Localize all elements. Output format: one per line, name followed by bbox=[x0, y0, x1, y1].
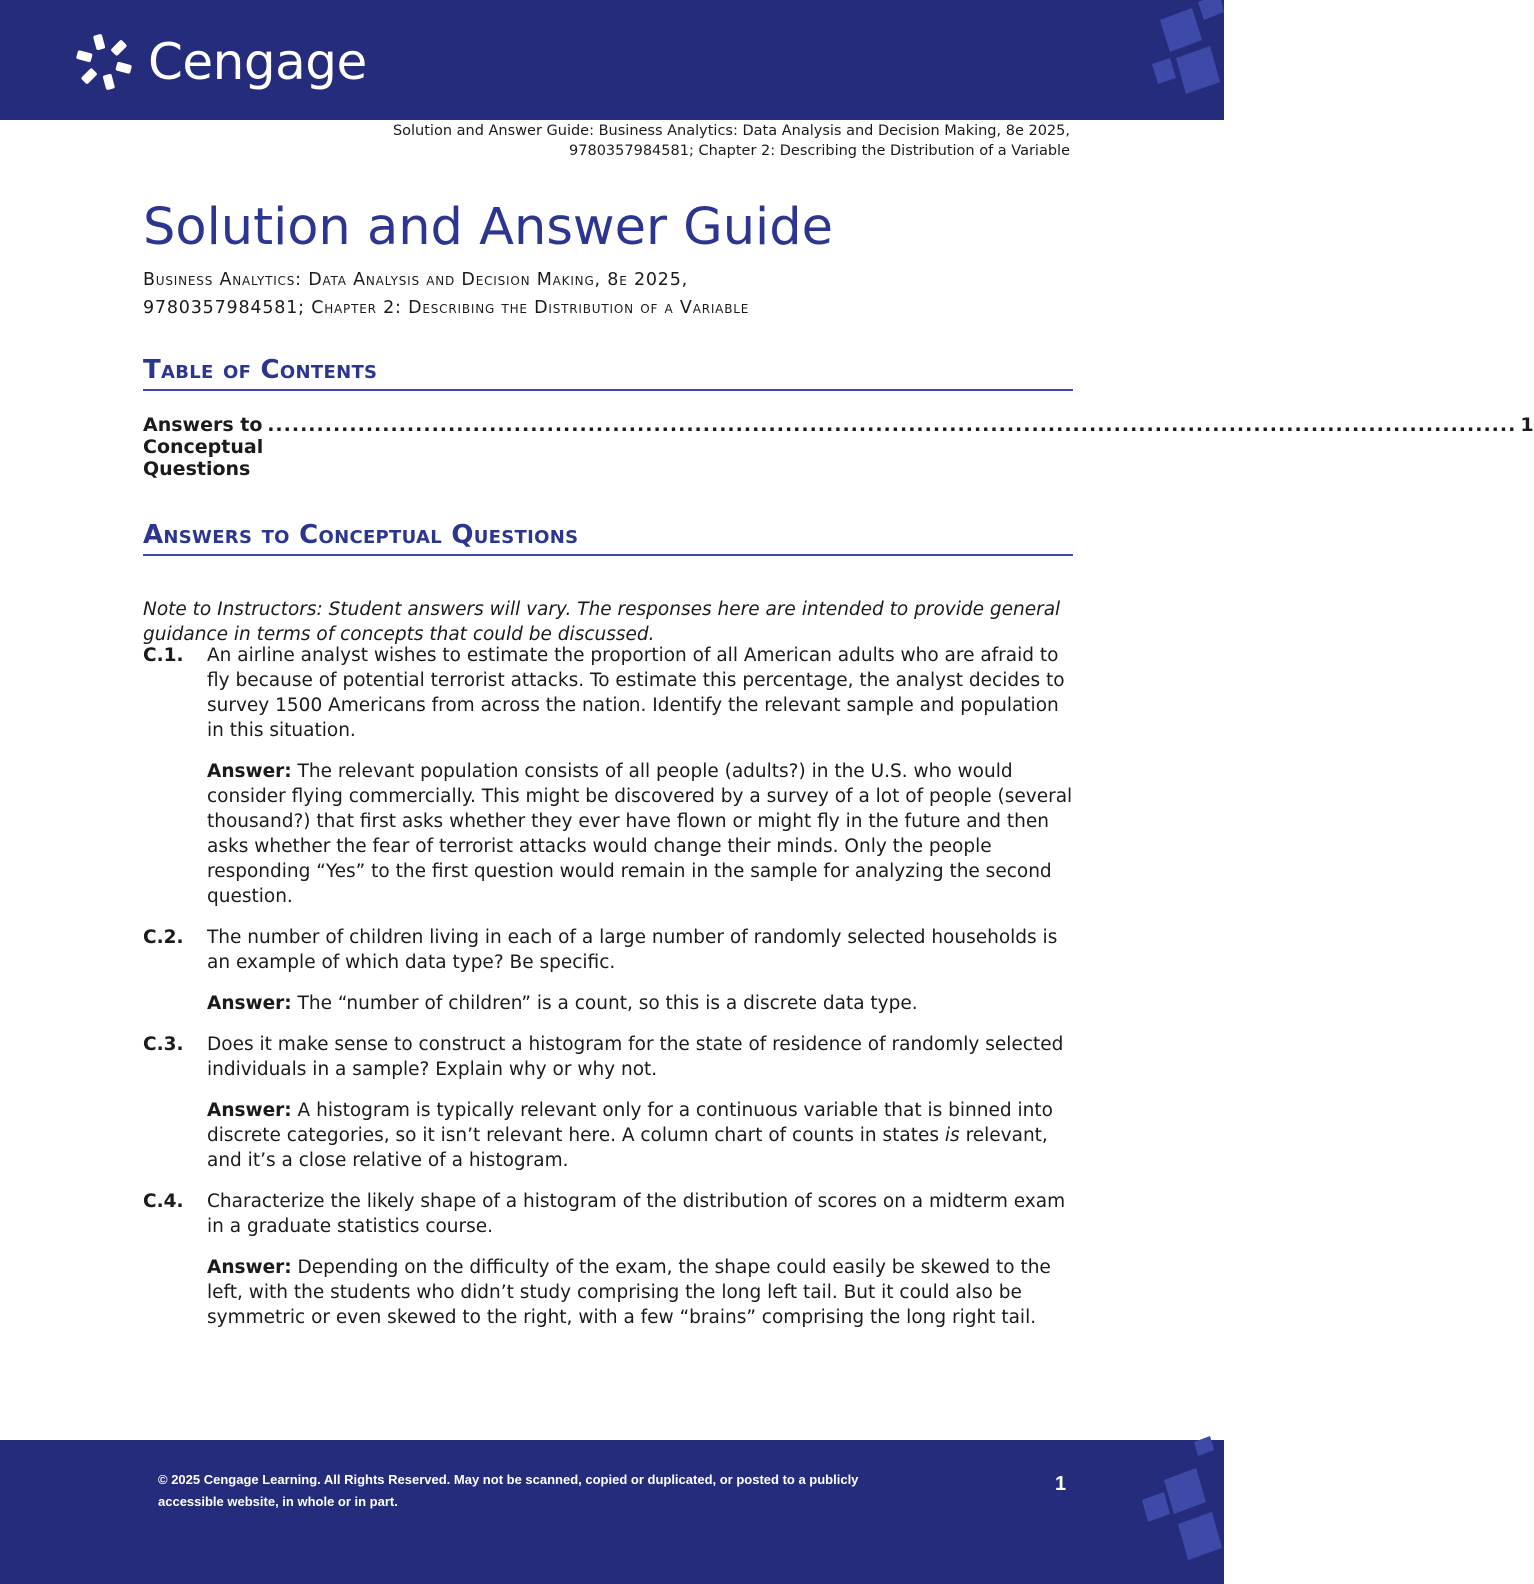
question-item bbox=[143, 1032, 1073, 1173]
copyright-notice bbox=[158, 1469, 918, 1513]
question-item bbox=[143, 1189, 1073, 1330]
toc-entry[interactable] bbox=[143, 414, 1534, 480]
main-content bbox=[143, 196, 1534, 1328]
question-item bbox=[143, 925, 1073, 1016]
answer-text bbox=[207, 1255, 1073, 1330]
question-body bbox=[207, 643, 1073, 909]
question-item bbox=[143, 643, 1073, 909]
header-decoration-icon bbox=[1130, 0, 1224, 120]
toc-entry-page: 1 bbox=[1520, 414, 1534, 436]
instructor-note: Note to Instructors: Student answers will vary. The responses here are intended to provide general guidance in terms of concepts that could be discussed. bbox=[143, 598, 1061, 645]
question-text: Does it make sense to construct a histogram for the state of residence of randomly selected individuals in a sample? Explain why or why not. bbox=[207, 1034, 1064, 1080]
question-list bbox=[143, 643, 1073, 1346]
question-body bbox=[207, 925, 1073, 1016]
question-text: An airline analyst wishes to estimate the proportion of all American adults who are afraid to fly because of potential terrorist attacks. To estimate this percentage, the analyst decides to survey 1500 Americans from across the nation. Identify the relevant sample and population in this situation. bbox=[207, 645, 1065, 741]
question-number: C.1. bbox=[143, 645, 184, 666]
toc-dot-leader: ........................................................................................................................................................ bbox=[267, 414, 1517, 436]
section-heading: Answers to Conceptual Questions bbox=[143, 520, 1073, 556]
running-head-line: 9780357984581; Chapter 2: Describing the Distribution of a Variable bbox=[569, 143, 1070, 159]
answer-text bbox=[207, 1098, 1073, 1173]
toc-entry-label: Answers to Conceptual Questions bbox=[143, 414, 264, 480]
question-text: Characterize the likely shape of a histogram of the distribution of scores on a midterm exam in a graduate statistics course. bbox=[207, 1191, 1066, 1237]
question-number: C.3. bbox=[143, 1034, 184, 1055]
question-body bbox=[207, 1032, 1073, 1173]
answer-body: Depending on the difficulty of the exam, the shape could easily be skewed to the left, with the students who didn’t study comprising the long left tail. But it could also be symmetric or even skewed to the right, with a few “brains” comprising the long right tail. bbox=[207, 1257, 1051, 1328]
answer-body: relevant, and it’s a close relative of a histogram. bbox=[207, 1125, 1048, 1171]
running-head bbox=[170, 121, 1070, 161]
page-subtitle bbox=[143, 266, 1073, 322]
answer-label: Answer: bbox=[207, 993, 292, 1014]
question-text: The number of children living in each of a large number of randomly selected households is an example of which data type? Be specific. bbox=[207, 927, 1058, 973]
answer-text bbox=[207, 991, 1073, 1016]
page-number: 1 bbox=[1055, 1473, 1067, 1495]
page-title: Solution and Answer Guide bbox=[143, 198, 833, 257]
answer-emphasis: is bbox=[944, 1125, 960, 1146]
answer-body: A histogram is typically relevant only for a continuous variable that is binned into discrete categories, so it isn’t relevant here. A column chart of counts in states bbox=[207, 1100, 1053, 1146]
running-head-line: Solution and Answer Guide: Business Analytics: Data Analysis and Decision Making, 8e 2025, bbox=[392, 123, 1070, 139]
question-body bbox=[207, 1189, 1073, 1330]
cengage-logo bbox=[72, 30, 367, 94]
answer-label: Answer: bbox=[207, 761, 292, 782]
toc-heading: Table of Contents bbox=[143, 355, 1073, 391]
cengage-burst-icon bbox=[72, 30, 136, 94]
answer-body: The relevant population consists of all people (adults?) in the U.S. who would consider flying commercially. This might be discovered by a survey of a lot of people (several thousand?) that first asks whether they ever have flown or might fly in the future and then asks whether the fear of terrorist attacks would change their minds. Only the people responding “Yes” to the first question would remain in the sample for analyzing the second question. bbox=[207, 761, 1073, 907]
copyright-line: © 2025 Cengage Learning. All Rights Reserved. May not be scanned, copied or duplicated, or posted to a publicly bbox=[158, 1472, 859, 1487]
brand-name: Cengage bbox=[148, 33, 367, 91]
header-banner bbox=[0, 0, 1224, 120]
subtitle-line: Business Analytics: Data Analysis and Decision Making, 8e 2025, bbox=[143, 270, 689, 290]
subtitle-line: 9780357984581; Chapter 2: Describing the Distribution of a Variable bbox=[143, 298, 750, 318]
question-number: C.2. bbox=[143, 927, 184, 948]
answer-label: Answer: bbox=[207, 1100, 292, 1121]
footer-banner bbox=[0, 1440, 1224, 1584]
question-number: C.4. bbox=[143, 1191, 184, 1212]
copyright-line: accessible website, in whole or in part. bbox=[158, 1494, 398, 1509]
answer-text bbox=[207, 759, 1073, 909]
answer-label: Answer: bbox=[207, 1257, 292, 1278]
footer-decoration-icon bbox=[1134, 1440, 1224, 1584]
answer-body: The “number of children” is a count, so this is a discrete data type. bbox=[291, 993, 918, 1014]
